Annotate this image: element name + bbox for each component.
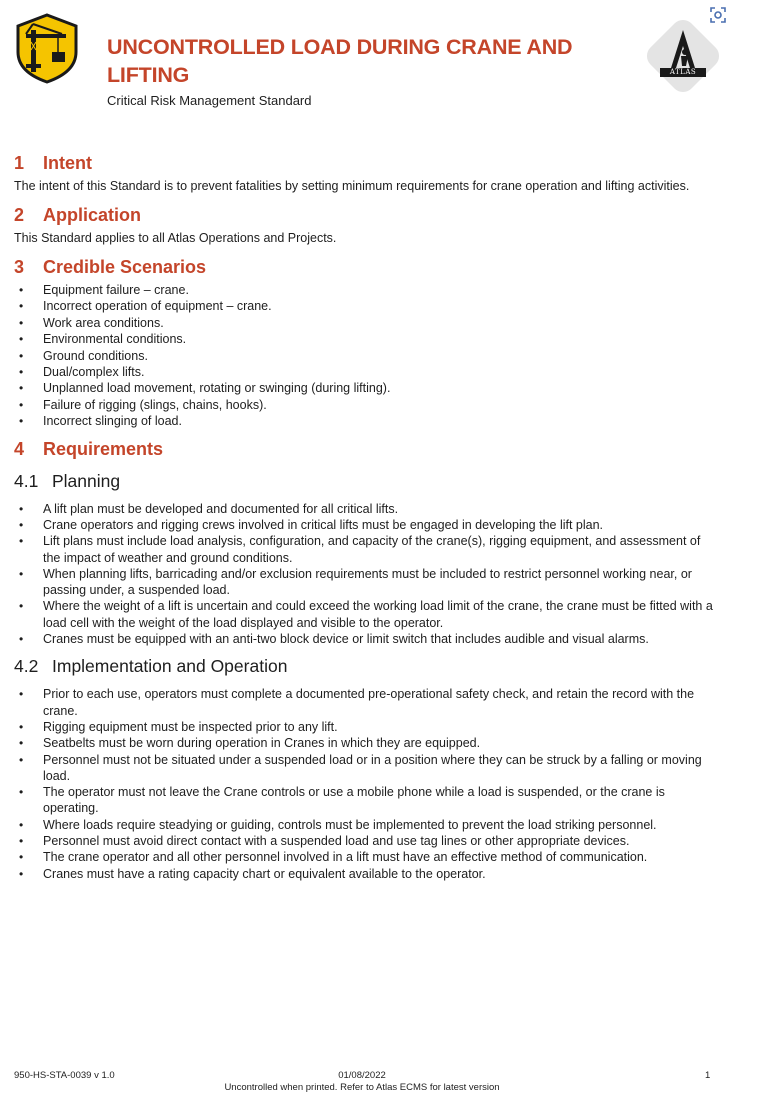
list-item: • The crane operator and all other personnel involved in a lift must have an effective method of communication. — [19, 850, 648, 865]
section-number: 3 — [14, 257, 25, 277]
subsection-number: 4.2 — [14, 656, 39, 677]
section-title: Intent — [43, 153, 92, 173]
list-item-text: Ground conditions. — [43, 348, 148, 363]
list-item: • Incorrect slinging of load. — [19, 414, 182, 429]
list-item-text: Where loads require steadying or guiding, controls must be implemented to prevent the load striking personnel. — [43, 817, 657, 832]
document-body — [14, 152, 714, 882]
subsection-title: Implementation and Operation — [52, 656, 288, 677]
list-item: • Rigging equipment must be inspected prior to any lift. — [19, 719, 338, 734]
section-heading-intent — [14, 152, 714, 174]
list-item-text: The operator must not leave the Crane controls or use a mobile phone while a load is suspended, or the crane is operating. — [43, 785, 665, 816]
list-item-text: Unplanned load movement, rotating or swinging (during lifting). — [43, 381, 391, 396]
list-item-text: Lift plans must include load analysis, configuration, and capacity of the crane(s), rigging equipment, and assessment of the impact of weather and ground conditions. — [43, 534, 701, 565]
section-title: Requirements — [43, 438, 164, 459]
list-item: • Crane operators and rigging crews involved in critical lifts must be engaged in developing the lift plan. — [19, 517, 604, 532]
lens-search-button[interactable] — [707, 4, 729, 26]
footer-doc-code: 950-HS-STA-0039 v 1.0 — [14, 1070, 115, 1081]
list-item-text: Personnel must not be situated under a suspended load or in a position where they can be struck by a falling or moving load. — [43, 752, 702, 783]
footer-center — [180, 1070, 544, 1094]
title-block — [107, 33, 627, 109]
list-item-text: Incorrect slinging of load. — [43, 414, 182, 429]
implementation-list — [14, 686, 714, 882]
footer-notice: Uncontrolled when printed. Refer to Atlas ECMS for latest version — [224, 1082, 500, 1093]
subsection-number: 4.1 — [14, 470, 39, 491]
list-item-text: A lift plan must be developed and documented for all critical lifts. — [43, 501, 399, 516]
list-item: • Incorrect operation of equipment – crane. — [19, 299, 272, 314]
list-item: • Unplanned load movement, rotating or swinging (during lifting). — [19, 381, 391, 396]
list-item-text: Crane operators and rigging crews involved in critical lifts must be engaged in developing the lift plan. — [43, 517, 604, 532]
list-item-text: Dual/complex lifts. — [43, 365, 145, 380]
list-item: • Personnel must not be situated under a suspended load or in a position where they can be struck by a falling or moving load. — [19, 752, 702, 783]
section-number: 4 — [14, 438, 25, 459]
planning-list — [14, 501, 714, 648]
list-item-text: Personnel must avoid direct contact with a suspended load and use tag lines or other appropriate devices. — [43, 834, 630, 848]
footer-date: 01/08/2022 — [338, 1070, 386, 1081]
list-item: • Prior to each use, operators must complete a documented pre-operational safety check, and retain the record with the crane. — [19, 687, 695, 718]
list-item: • Personnel must avoid direct contact with a suspended load and use tag lines or other appropriate devices. — [19, 834, 630, 848]
crane-warning-icon — [14, 12, 80, 84]
application-paragraph: This Standard applies to all Atlas Operations and Projects. — [14, 231, 337, 245]
list-item-text: When planning lifts, barricading and/or exclusion requirements must be included to restrict personnel working near, or passing under, a suspended load. — [43, 566, 692, 598]
list-item: • Environmental conditions. — [19, 332, 187, 347]
section-heading-scenarios — [14, 256, 714, 278]
list-item-text: Failure of rigging (slings, chains, hooks). — [43, 397, 267, 412]
list-item: • The operator must not leave the Crane controls or use a mobile phone while a load is suspended, or the crane is operating. — [19, 785, 665, 816]
section-heading-requirements — [14, 438, 714, 460]
list-item: • Where loads require steadying or guiding, controls must be implemented to prevent the load striking personnel. — [19, 817, 657, 832]
lens-search-icon — [709, 6, 727, 24]
subsection-heading-implementation — [14, 655, 714, 677]
list-item: • Seatbelts must be worn during operation in Cranes in which they are equipped. — [19, 736, 481, 751]
list-item: • Where the weight of a lift is uncertain and could exceed the working load limit of the crane, the crane must be fitted with a load cell with the weight of the load displayed and visible to the operator. — [19, 599, 713, 630]
list-item-text: Equipment failure – crane. — [43, 283, 189, 297]
intent-paragraph: The intent of this Standard is to prevent fatalities by setting minimum requirements for crane operation and lifting activities. — [14, 179, 690, 193]
atlas-logo-text: ATLAS — [669, 68, 697, 76]
subsection-heading-planning — [14, 470, 714, 492]
section-number: 2 — [14, 205, 25, 225]
list-item: • Lift plans must include load analysis, configuration, and capacity of the crane(s), rigging equipment, and assessment of the impact of weather and ground conditions. — [19, 534, 701, 565]
list-item-text: Seatbelts must be worn during operation in Cranes in which they are equipped. — [43, 736, 481, 751]
list-item: • Ground conditions. — [19, 348, 148, 363]
page-subtitle: Critical Risk Management Standard — [107, 93, 312, 108]
list-item-text: Work area conditions. — [43, 315, 164, 330]
scenarios-list — [14, 282, 714, 430]
section-heading-application — [14, 204, 714, 226]
section-title: Credible Scenarios — [43, 257, 207, 277]
list-item-text: Cranes must have a rating capacity chart or equivalent available to the operator. — [43, 866, 486, 881]
list-item: • Dual/complex lifts. — [19, 365, 145, 380]
list-item-text: Incorrect operation of equipment – crane. — [43, 299, 272, 314]
subsection-title: Planning — [52, 470, 121, 491]
list-item: • Cranes must have a rating capacity chart or equivalent available to the operator. — [19, 866, 486, 881]
list-item: • Failure of rigging (slings, chains, hooks). — [19, 397, 267, 412]
list-item-text: Prior to each use, operators must complete a documented pre-operational safety check, and retain the record with the crane. — [43, 687, 695, 718]
list-item: • Cranes must be equipped with an anti-two block device or limit switch that includes audible and visual alarms. — [19, 632, 649, 647]
list-item: • Equipment failure – crane. — [19, 283, 189, 297]
list-item: • When planning lifts, barricading and/or exclusion requirements must be included to restrict personnel working near, or passing under, a suspended load. — [19, 566, 692, 598]
page-title: UNCONTROLLED LOAD DURING CRANE AND LIFTING — [107, 35, 573, 87]
list-item-text: The crane operator and all other personnel involved in a lift must have an effective method of communication. — [43, 850, 648, 865]
list-item-text: Rigging equipment must be inspected prior to any lift. — [43, 719, 338, 734]
section-title: Application — [43, 205, 141, 225]
list-item-text: Where the weight of a lift is uncertain and could exceed the working load limit of the crane, the crane must be fitted with a load cell with the weight of the load displayed and visible to the operator. — [43, 599, 713, 630]
list-item-text: Cranes must be equipped with an anti-two block device or limit switch that includes audible and visual alarms. — [43, 632, 649, 647]
list-item-text: Environmental conditions. — [43, 332, 187, 347]
list-item: • A lift plan must be developed and documented for all critical lifts. — [19, 501, 399, 516]
section-number: 1 — [14, 153, 25, 173]
footer-page-number: 1 — [705, 1070, 711, 1081]
list-item: • Work area conditions. — [19, 315, 164, 330]
